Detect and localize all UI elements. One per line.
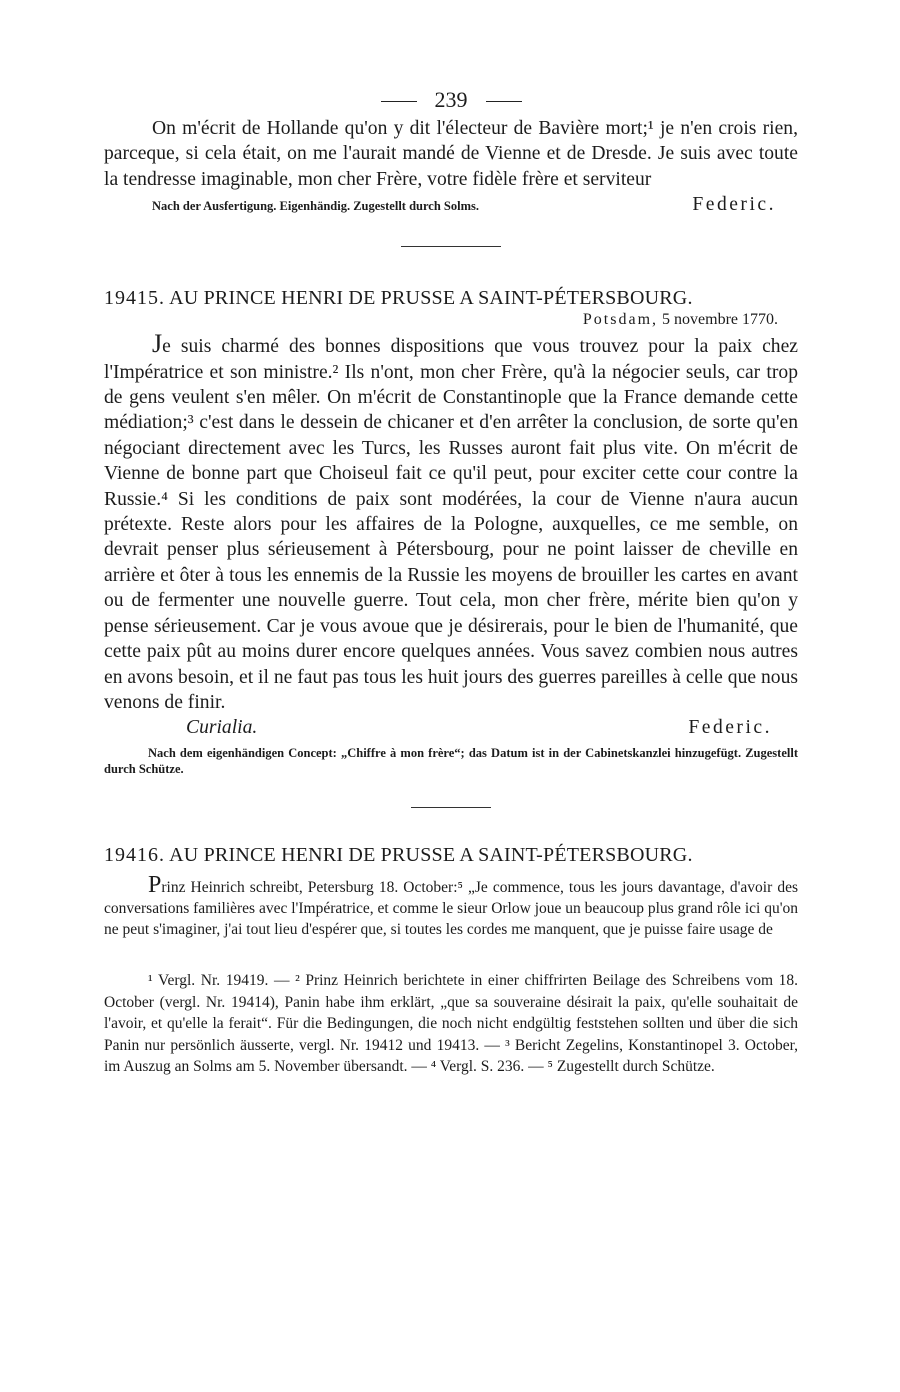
letter1-closing-formula: Curialia. [186, 717, 258, 739]
letter1-number: 19415. [104, 287, 165, 310]
letter2-dropcap: P [148, 872, 162, 899]
letter1-closing [104, 717, 798, 739]
letter2-title: AU PRINCE HENRI DE PRUSSE A SAINT-PÉTERSBOURG. [169, 844, 693, 867]
letter2-body [104, 872, 798, 940]
letter1-date: 5 novembre 1770. [662, 311, 778, 329]
letter2-number: 19416. [104, 844, 165, 867]
top-signature: Federic. [692, 194, 776, 216]
section-divider [401, 246, 501, 247]
page-header [104, 82, 798, 118]
page-number: 239 [434, 87, 468, 112]
document-page [104, 82, 798, 1078]
letter1-signature: Federic. [688, 717, 772, 739]
letter1-body-block [104, 331, 798, 715]
header-dash-right [486, 101, 522, 102]
top-source-note: Nach der Ausfertigung. Eigenhändig. Zugestellt durch Solms. [152, 199, 480, 214]
letter1-place: Potsdam, [582, 311, 659, 329]
letter1-dateline [104, 311, 798, 329]
letter1-source-note: Nach dem eigenhändigen Concept: „Chiffre à mon frère“; das Datum ist in der Cabinetskanzlei hinzugefügt. Zugestellt durch Schütze. [104, 746, 798, 777]
top-paragraph: On m'écrit de Hollande qu'on y dit l'électeur de Bavière mort;¹ je n'en crois rien, parceque, si cela était, on me l'aurait mandé de Vienne et de Dresde. Je suis avec toute la tendresse imaginable, mon cher Frère, votre fidèle frère et serviteur [104, 118, 798, 190]
section-divider [411, 807, 491, 808]
letter1-dropcap: J [152, 329, 163, 359]
letter2-body-block [104, 872, 798, 940]
footnotes [104, 970, 798, 1078]
letter2-body-text: rinz Heinrich schreibt, Petersburg 18. October:⁵ „Je commence, tous les jours davantage, d'avoir des conversations familières avec l'Impératrice, et comme le sieur Orlow joue un beaucoup plus grand rôle ici qu'on ne peut s'imaginer, j'ai tout lieu d'espérer que, si toutes les cordes me manquent, que je puisse faire usage de [104, 879, 798, 939]
letter1-body-text: e suis charmé des bonnes dispositions que vous trouvez pour la paix chez l'Impératrice et son ministre.² Ils n'ont, mon cher Frère, qu'à la négocier seuls, car trop de gens veulent s'en mêler. On m'écrit de Constantinople que la France demande cette médiation;³ c'est dans le dessein de chicaner et d'en arrêter la conclusion, de sorte qu'en négociant directement avec les Turcs, les Russes auront fait plus vite. On m'écrit de Vienne de bonne part que Choiseul fait ce qu'il peut, pour exciter cette cour contre la Russie.⁴ Si les conditions de paix sont modérées, la cour de Vienne n'aura aucun prétexte. Reste alors pour les affaires de la Pologne, auxquelles, ce me semble, on devrait penser plus sérieusement à Pétersbourg, pour ne point laisser de cheville en arrière et ôter à tous les ennemis de la Russie les moyens de brouiller les cartes en avant ou de fermenter une nouvelle guerre. Tout cela, mon cher frère, mérite bien qu'on y pense sérieusement. Car je vous avoue que je désirerais, pour le bien de l'humanité, que cette paix pût au moins durer encore quelques années. Vous savez combien nous autres en avons besoin, et il ne faut pas tous les huit jours des guerres pareilles à celle que nous venons de finir. [104, 336, 798, 713]
header-dash-left [381, 101, 417, 102]
letter1-heading [104, 287, 798, 310]
letter1-title: AU PRINCE HENRI DE PRUSSE A SAINT-PÉTERSBOURG. [169, 287, 693, 310]
footnotes-text: ¹ Vergl. Nr. 19419. — ² Prinz Heinrich berichtete in einer chiffrirten Beilage des Schreibens vom 18. October (vergl. Nr. 19414), Panin habe ihm erklärt, „que sa souveraine désirait la paix, qu'elle souhaitait de l'avoir, et qu'elle la ferait“. Für die Bedingungen, die noch nicht endgültig feststehen sollten und über die sich Panin nur persönlich äusserte, vergl. Nr. 19412 und 19413. — ³ Bericht Zegelins, Konstantinopel 3. October, im Auszug an Solms am 5. November übersandt. — ⁴ Vergl. S. 236. — ⁵ Zugestellt durch Schütze. [104, 972, 798, 1076]
letter2-heading [104, 844, 798, 867]
top-paragraph-block [104, 116, 798, 192]
letter1-body [104, 331, 798, 715]
top-signature-line [104, 194, 798, 216]
